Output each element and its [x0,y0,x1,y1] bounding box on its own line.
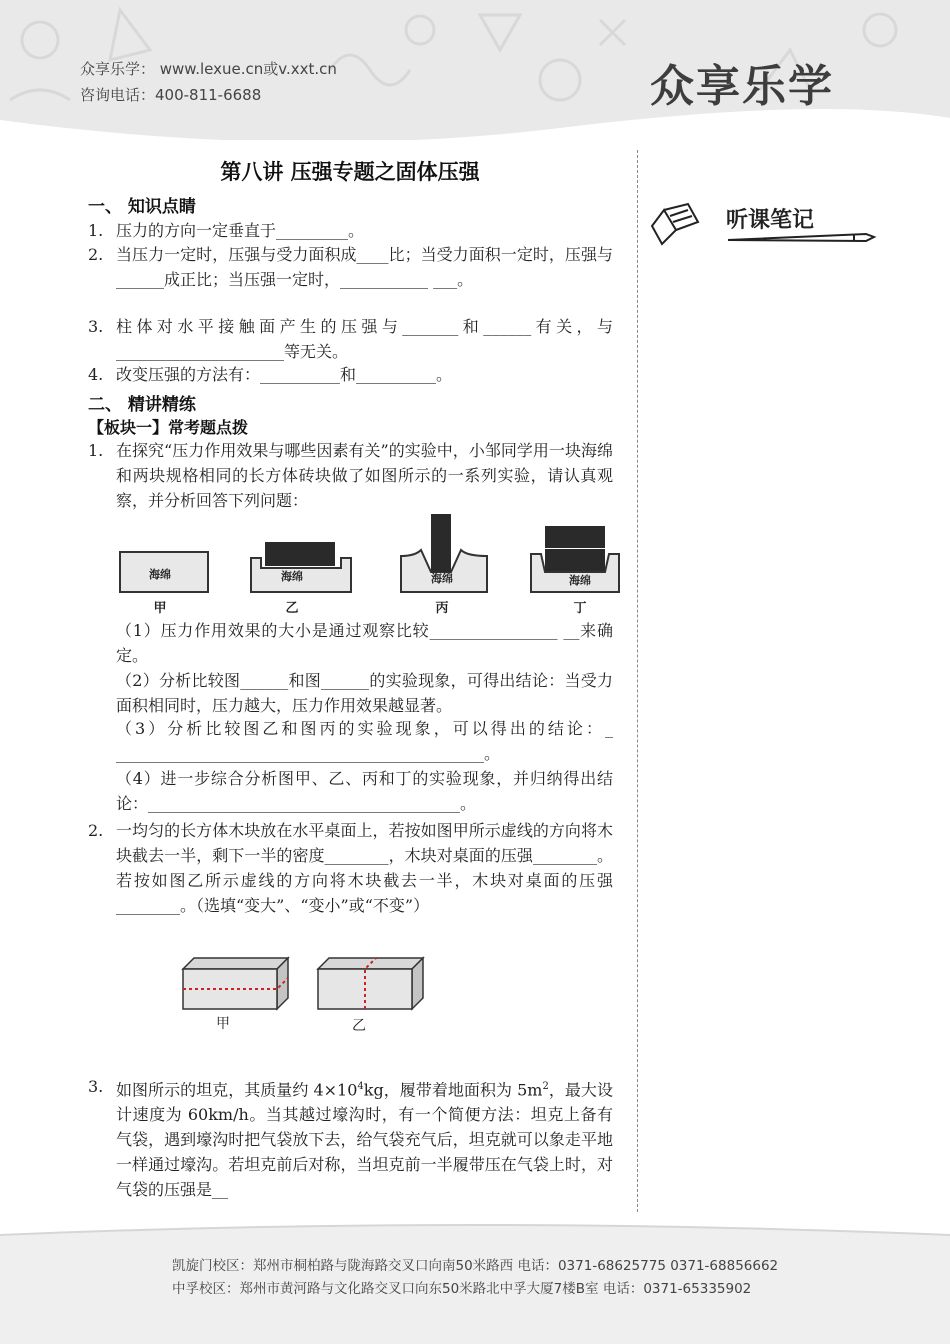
sponge-label: 海绵 [431,572,453,585]
section-heading-knowledge: 一、 知识点睛 [88,197,196,217]
footer-contact [172,1255,778,1301]
page-title: 第八讲 压强专题之固体压强 [220,160,480,184]
wood-block-figure [180,955,440,1015]
figure-caption-yi: 乙 [352,1018,366,1034]
q3-superscript-1: 4 [357,1081,364,1092]
brand-logo: 众享乐学 [650,61,834,112]
notes-label: 听课笔记 [726,207,815,233]
question-1 [88,438,613,513]
question-text [116,1074,613,1202]
q3-text-part3: ，最大设计速度为 60km/h。当其越过壕沟时，有一个简便方法：坦克上备有气袋，遇到壕沟时把气袋放下去，给气袋充气后，坦克就可以象走平地一样通过壕沟。若坦克前后对称，当坦克前一半履带压在气袋上时，对气袋的压强是__ [116,1080,613,1200]
question-text: 在探究“压力作用效果与哪些因素有关”的实验中，小邹同学用一块海绵和两块规格相同的长方体砖块做了如图所示的一系列实验，请认真观察，并分析回答下列问题： [116,441,613,510]
q3-text-part1: 如图所示的坦克，其质量约 4×10 [116,1080,358,1100]
figure-label-yi: 乙 [285,601,299,616]
item-number: 3. [88,1077,104,1096]
knowledge-item [88,314,613,364]
sub-question-4: （4）进一步综合分析图甲、乙、丙和丁的实验现象，并归纳得出结论：_______________________________________。 [116,769,613,813]
notes-divider [637,150,638,1212]
figure-yi [251,542,351,592]
item-text: 当压力一定时，压强与受力面积成____比；当受力面积一定时，压强与______成正比；当压强一定时，___________ ___。 [116,245,613,289]
sub-question-1: （1）压力作用效果的大小是通过观察比较________________ __来确定。 [116,621,613,665]
q3-superscript-2: 2 [542,1081,549,1092]
figure-label-ding: 丁 [573,601,587,616]
item-number: 4. [88,365,104,384]
block-heading: 【板块一】常考题点拨 [88,418,249,437]
sponge-label: 海绵 [569,574,591,587]
section-heading-practice: 二、 精讲精练 [88,395,196,415]
question-text: 一均匀的长方体木块放在水平桌面上，若按如图甲所示虚线的方向将木块截去一半，剩下一半的密度________，木块对桌面的压强________。若按如图乙所示虚线的方向将木块截去一半，木块对桌面的压强________。（选填“变大”、“变小”或“不变”） [116,821,613,915]
sponge-label: 海绵 [149,568,171,581]
figure-label-jia: 甲 [153,601,167,616]
sub-question-2: （2）分析比较图______和图______的实验现象，可得出结论：当受力面积相同时，压力越大，压力作用效果越显著。 [116,671,613,715]
sub-question-3: （3）分析比较图乙和图丙的实验现象，可以得出的结论：_ ______________________________________________。 [116,719,613,763]
figure-label-bing: 丙 [435,601,449,616]
block-jia [183,958,288,1009]
item-number: 1. [88,221,104,240]
knowledge-item [88,242,613,292]
book-icon [652,204,698,244]
footer-line-2: 中孚校区：郑州市黄河路与文化路交叉口向东50米路北中孚大厦7楼B室 电话：0371-65335902 [172,1281,752,1297]
item-number: 2. [88,821,104,840]
item-text: 改变压强的方法有：__________和__________。 [116,365,453,384]
pencil-icon [728,234,874,242]
header-contact [80,56,337,108]
item-number: 3. [88,317,104,336]
figure-caption-jia: 甲 [216,1016,230,1032]
item-number: 2. [88,245,104,264]
question-3 [88,1074,613,1202]
item-text: 柱体对水平接触面产生的压强与_______和______有关，与_____________________等无关。 [116,317,613,361]
knowledge-item [88,362,613,387]
q3-text-part2: kg，履带着地面积为 5m [363,1080,543,1100]
sponge-label: 海绵 [281,570,303,583]
footer-line-1: 凯旋门校区：郑州市桐柏路与陇海路交叉口向南50米路西 电话：0371-68625775 0371-68856662 [172,1258,779,1274]
phone-line: 咨询电话：400-811-6688 [80,86,262,104]
block-yi [318,958,423,1009]
knowledge-item [88,218,613,243]
sponge-experiment-figure [115,510,625,620]
question-2 [88,818,613,918]
item-number: 1. [88,441,104,460]
item-text: 压力的方向一定垂直于_________。 [116,221,365,240]
website-line: 众享乐学： www.lexue.cn或v.xxt.cn [80,60,337,78]
